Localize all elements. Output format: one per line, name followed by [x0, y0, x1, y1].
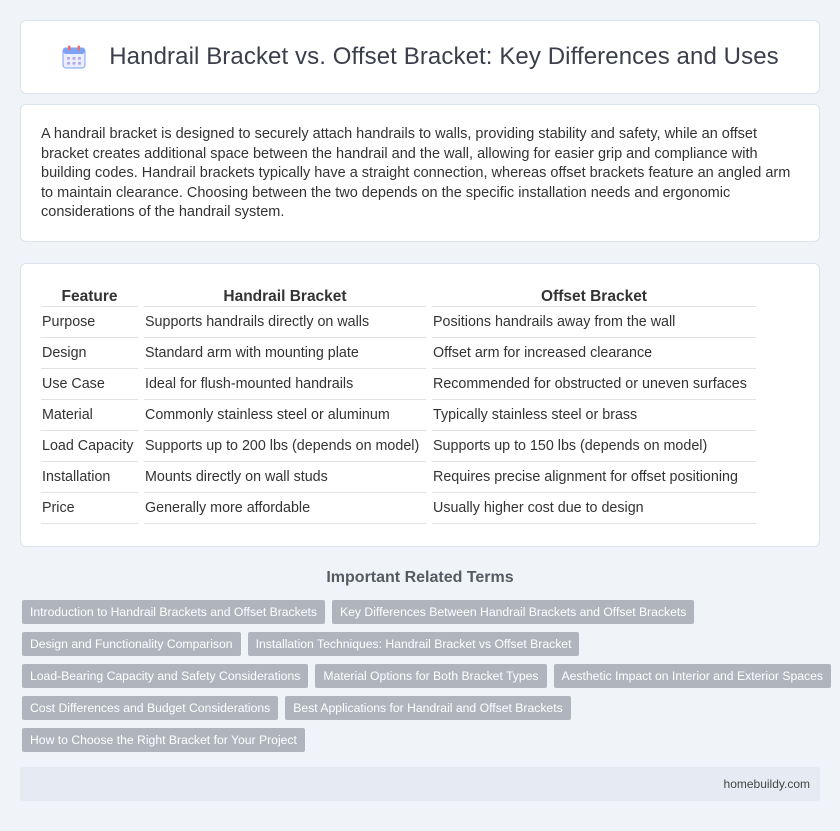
related-term-tag[interactable]: Load-Bearing Capacity and Safety Considerations [22, 664, 308, 688]
handrail-cell: Standard arm with mounting plate [144, 338, 426, 369]
comparison-table-card [20, 263, 820, 547]
handrail-cell: Generally more affordable [144, 493, 426, 524]
related-term-tag[interactable]: Installation Techniques: Handrail Bracket vs Offset Bracket [248, 632, 580, 656]
related-term-tag[interactable]: Key Differences Between Handrail Brackets and Offset Brackets [332, 600, 694, 624]
tag-row [22, 696, 822, 720]
related-terms-title: Important Related Terms [326, 569, 514, 586]
table-row [41, 493, 756, 524]
feature-cell: Use Case [41, 369, 138, 400]
related-term-tag[interactable]: How to Choose the Right Bracket for Your Project [22, 728, 305, 752]
offset-cell: Offset arm for increased clearance [432, 338, 756, 369]
page-title: Handrail Bracket vs. Offset Bracket: Key Differences and Uses [109, 43, 779, 70]
feature-cell: Purpose [41, 307, 138, 338]
header-feature: Feature [41, 286, 138, 307]
feature-cell: Price [41, 493, 138, 524]
related-term-tag[interactable]: Design and Functionality Comparison [22, 632, 241, 656]
feature-cell: Design [41, 338, 138, 369]
offset-cell: Supports up to 150 lbs (depends on model) [432, 431, 756, 462]
handrail-cell: Mounts directly on wall studs [144, 462, 426, 493]
intro-card [20, 104, 820, 242]
related-term-tag[interactable]: Cost Differences and Budget Considerations [22, 696, 278, 720]
header-card [20, 20, 820, 94]
header-handrail-bracket: Handrail Bracket [144, 286, 426, 307]
table-row [41, 338, 756, 369]
footer-site-name: homebuildy.com [723, 777, 810, 791]
table-row [41, 369, 756, 400]
tag-row [22, 632, 822, 656]
offset-cell: Requires precise alignment for offset positioning [432, 462, 756, 493]
tag-row [22, 600, 822, 624]
feature-cell: Installation [41, 462, 138, 493]
feature-cell: Material [41, 400, 138, 431]
comparison-table [35, 286, 762, 524]
handrail-cell: Commonly stainless steel or aluminum [144, 400, 426, 431]
intro-text: A handrail bracket is designed to securely attach handrails to walls, providing stability and safety, while an offset bracket creates additional space between the handrail and the wall, allowing for easier grip and compliance with building codes. Handrail brackets typically have a straight connection, whereas offset brackets feature an angled arm to maintain clearance. Choosing between the two depends on the specific installation needs and ergonomic considerations of the handrail system. [41, 126, 791, 221]
offset-cell: Typically stainless steel or brass [432, 400, 756, 431]
title-wrap [61, 43, 779, 71]
offset-cell: Recommended for obstructed or uneven surfaces [432, 369, 756, 400]
footer [20, 767, 820, 801]
related-terms-list [22, 600, 822, 760]
related-term-tag[interactable]: Aesthetic Impact on Interior and Exterior Spaces [554, 664, 831, 688]
tag-row [22, 664, 822, 688]
related-term-tag[interactable]: Introduction to Handrail Brackets and Offset Brackets [22, 600, 325, 624]
table-header-row [41, 286, 756, 307]
related-term-tag[interactable]: Material Options for Both Bracket Types [315, 664, 546, 688]
calendar-icon [61, 44, 87, 70]
table-row [41, 462, 756, 493]
offset-cell: Positions handrails away from the wall [432, 307, 756, 338]
handrail-cell: Supports handrails directly on walls [144, 307, 426, 338]
table-row [41, 431, 756, 462]
table-row [41, 400, 756, 431]
related-term-tag[interactable]: Best Applications for Handrail and Offset Brackets [285, 696, 570, 720]
table-row [41, 307, 756, 338]
feature-cell: Load Capacity [41, 431, 138, 462]
tag-row [22, 728, 822, 752]
handrail-cell: Supports up to 200 lbs (depends on model) [144, 431, 426, 462]
header-offset-bracket: Offset Bracket [432, 286, 756, 307]
handrail-cell: Ideal for flush-mounted handrails [144, 369, 426, 400]
offset-cell: Usually higher cost due to design [432, 493, 756, 524]
